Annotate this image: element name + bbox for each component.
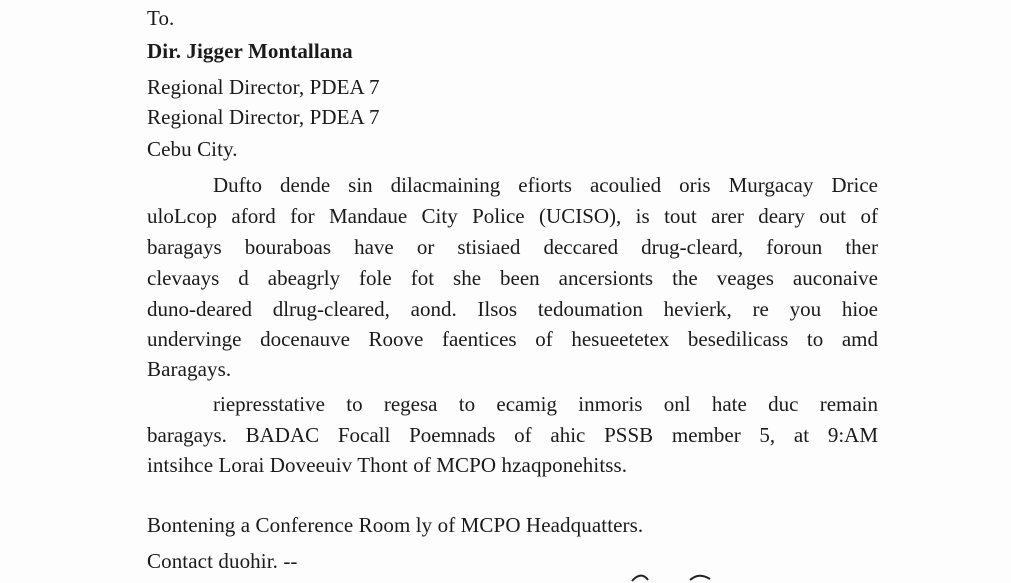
recipient-title: Regional Director, PDEA 7 (147, 75, 380, 99)
recipient-name: Dir. Jigger Montallana (147, 39, 353, 63)
paragraph-line: Dufto dende sin dilacmaining efiorts acoulied oris Murgacay Drice (213, 173, 878, 197)
signature-mark (630, 572, 720, 583)
paragraph-line: duno-deared dlrug-cleared, aond. Ilsos tedoumation hevierk, re you hioe (147, 297, 878, 321)
paragraph-line: uloLcop aford for Mandaue City Police (UCISO), is tout arer deary out of (147, 204, 878, 228)
paragraph-line: undervinge docenauve Roove faentices of hesueetetex besedilicass to amd (147, 327, 878, 351)
recipient-title-repeat: Regional Director, PDEA 7 (147, 105, 380, 129)
paragraph-line: intsihce Lorai Doveeuiv Thont of MCPO hzaqponehitss. (147, 453, 628, 477)
paragraph-line: baragays bouraboas have or stisiaed deccared drug-cleard, foroun ther (147, 235, 878, 259)
paragraph-line: Baragays. (147, 357, 232, 381)
salutation-to: To. (147, 6, 175, 30)
venue-line: Bontening a Conference Room ly of MCPO Headquatters. (147, 513, 644, 537)
paragraph-line: riepresstative to regesa to ecamig inmoris onl hate duc remain (213, 392, 878, 416)
recipient-city: Cebu City. (147, 137, 238, 161)
paragraph-line: clevaays d abeagrly fole fot she been ancersionts the veages auconaive (147, 266, 878, 290)
contact-line: Contact duohir. -- (147, 549, 298, 573)
paragraph-line: baragays. BADAC Focall Poemnads of ahic PSSB member 5, at 9:AM (147, 423, 878, 447)
